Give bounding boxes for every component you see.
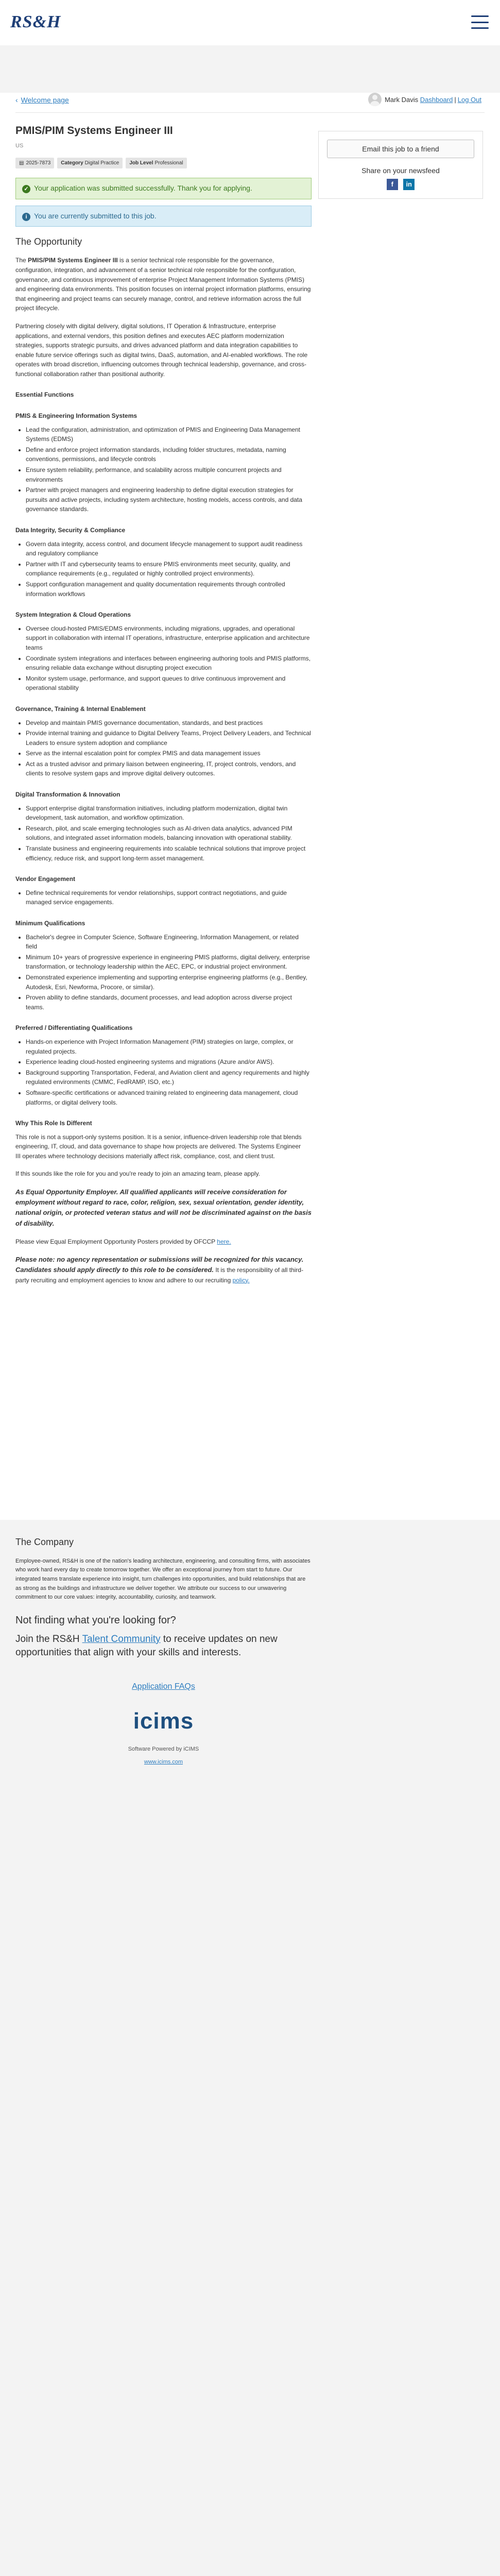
list-item: • Research, pilot, and scale emerging technologies such as AI-driven data analytics, advanced PIM solutions, and integrated asset information models, balancing innovation with operational stability.	[26, 824, 312, 843]
apply-paragraph: If this sounds like the role for you and you're ready to join an amazing team, please apply.	[15, 1170, 261, 1178]
list-item: • Partner with project managers and engineering leadership to define digital execution strategies for pursuits and active projects, including system architecture, hosting models, access controls, and data governance standards.	[26, 485, 312, 514]
intro-paragraph	[15, 256, 312, 313]
list-item: • Partner with IT and cybersecurity teams to ensure PMIS environments meet security, quality, and compliance requirements (e.g., regulated or highly controlled project environments).	[26, 560, 312, 579]
list-item: • Govern data integrity, access control, and document lifecycle management to support audit readiness and regulatory compliance	[26, 539, 312, 558]
check-circle-icon: ✓	[22, 185, 30, 193]
bullet-list	[15, 888, 312, 907]
back-to-welcome-link[interactable]	[15, 96, 69, 104]
posters-paragraph	[15, 1237, 312, 1247]
group-heading: Governance, Training & Internal Enablement	[15, 705, 146, 713]
list-item: • Background supporting Transportation, Federal, and Aviation client and agency requirements and highly regulated environments (CMMC, FedRAMP, ISO, etc.)	[26, 1068, 312, 1087]
menu-bar	[471, 22, 489, 23]
policy-link[interactable]: policy.	[232, 1276, 250, 1284]
share-sidebar	[318, 131, 483, 199]
hero-band	[0, 45, 500, 93]
avatar	[368, 93, 382, 106]
posters-link[interactable]: here.	[217, 1238, 231, 1245]
group-heading: System Integration & Cloud Operations	[15, 611, 131, 619]
category-value: Digital Practice	[84, 160, 119, 166]
list-item: • Serve as the internal escalation point for complex PMIS and data management issues	[26, 749, 312, 758]
list-item: • Monitor system usage, performance, and support queues to drive continuous improvement and operational stability	[26, 674, 312, 693]
job-tags	[15, 158, 312, 169]
group-heading: Digital Transformation & Innovation	[15, 791, 120, 799]
divider	[15, 112, 485, 113]
icims-logo: icims	[133, 1708, 194, 1734]
share-icons	[327, 179, 474, 190]
category-tag	[57, 158, 123, 169]
chevron-left-icon: ‹	[15, 96, 18, 104]
facebook-icon[interactable]: f	[387, 179, 398, 190]
list-item: • Support enterprise digital transformation initiatives, including platform modernization, digital twin development, task automation, and workflow optimization.	[26, 804, 312, 823]
list-item: • Act as a trusted advisor and primary liaison between engineering, IT, project controls, vendors, and clients to resolve system gaps and improve digital delivery outcomes.	[26, 759, 312, 778]
job-level-value: Professional	[154, 160, 183, 166]
category-label: Category	[61, 160, 83, 166]
application-faqs-link[interactable]: Application FAQs	[132, 1682, 195, 1691]
company-section	[15, 1535, 312, 1767]
dashboard-link[interactable]: Dashboard	[420, 95, 453, 104]
logout-link[interactable]: Log Out	[457, 95, 481, 104]
user-box	[368, 93, 481, 106]
company-description: Employee-owned, RS&H is one of the nation's leading architecture, engineering, and consulting firms, with associates who work hard every day to create tomorrow together. We offer an exceptional journey from start to future. Our integrated teams translate experience into insight, turn challenges into opportunities, and build relationships that are as strong as the buildings and infrastructure we deliver together. We attribute our success to our unwavering commitment to our core values: integrity, accountability, curiosity, and teamwork.	[15, 1557, 311, 1601]
bullet-list	[15, 1037, 312, 1107]
list-item: • Define technical requirements for vendor relationships, support contract negotiations, and guide managed service engagements.	[26, 888, 312, 907]
job-title: PMIS/PIM Systems Engineer III	[15, 125, 173, 137]
id-card-icon: ▤	[19, 160, 24, 166]
hamburger-menu-icon[interactable]	[471, 15, 489, 29]
list-item: • Provide internal training and guidance to Digital Delivery Teams, Project Delivery Leaders, and Technical Leaders to ensure system adoption and compliance	[26, 728, 312, 748]
user-name: Mark Davis	[385, 95, 419, 104]
posters-text: Please view Equal Employment Opportunity Posters provided by OFCCP	[15, 1238, 217, 1245]
menu-bar	[471, 27, 489, 29]
join-text: Join the RS&H	[15, 1633, 82, 1645]
list-item: • Define and enforce project information standards, including folder structures, metadata, naming conventions, permissions, and lifecycle controls	[26, 445, 312, 464]
list-item: • Lead the configuration, administration, and optimization of PMIS and Engineering Data Management Systems (EDMS)	[26, 425, 312, 444]
sub-navigation	[15, 95, 485, 108]
list-item: • Coordinate system integrations and interfaces between engineering authoring tools and PMIS platforms, ensuring reliable data exchange without disrupting project execution	[26, 654, 312, 673]
why-paragraph	[15, 1132, 312, 1161]
job-level-tag	[126, 158, 186, 169]
group-heading: PMIS & Engineering Information Systems	[15, 412, 137, 420]
not-finding-heading: Not finding what you're looking for?	[15, 1614, 176, 1626]
job-description	[15, 256, 312, 1285]
talent-community-link[interactable]: Talent Community	[82, 1633, 161, 1645]
list-item: • Demonstrated experience implementing and supporting enterprise engineering platforms (e.g., Bentley, Autodesk, Esri, Newforma, Procore, or similar).	[26, 973, 312, 992]
footer-block	[15, 1681, 312, 1767]
intro-role-name: PMIS/PIM Systems Engineer III	[28, 257, 118, 264]
list-item: • Minimum 10+ years of progressive experience in engineering PMIS platforms, digital delivery, enterprise transformation, or technology leadership within the AEC, EPC, or industrial project environment.	[26, 953, 312, 972]
menu-bar	[471, 15, 489, 17]
agency-notice: Please note: no agency representation or submissions will be recognized for this vacancy. Candidates should apply directly to this role to be considered.	[15, 1256, 304, 1274]
why-text: This role is not a support-only systems position. It is a senior, influence-driven leadership role that blends engineering, IT, cloud, and data governance to shape how projects are delivered. The Systems Engineer	[15, 1133, 302, 1150]
group-heading: Data Integrity, Security & Compliance	[15, 527, 126, 534]
group-heading: Minimum Qualifications	[15, 920, 85, 927]
list-item: • Proven ability to define standards, document processes, and lead adoption across diverse project teams.	[26, 993, 312, 1012]
linkedin-icon[interactable]: in	[403, 179, 415, 190]
bullet-list	[15, 804, 312, 863]
group-heading: Preferred / Differentiating Qualifications	[15, 1024, 133, 1032]
job-location: US	[15, 142, 24, 149]
job-id-value: 2025-7873	[26, 160, 51, 166]
intro-text: is a senior technical role responsible for the governance, configuration, integration, and advancement of a senior technical role responsible for the configuration, governance, and continuous improvement of enterprise Project Management Information Systems (PMIS) and engineering data environments. This position focuses on internal project information platforms, ensuring that engineering and project teams can securely manage, control, and retrieve information across the full project lifecycle.	[15, 257, 311, 312]
job-id-tag	[15, 158, 54, 169]
why-heading: Why This Role Is Different	[15, 1120, 92, 1127]
share-heading: Share on your newsfeed	[361, 166, 440, 175]
intro-text: The	[15, 257, 28, 264]
email-job-button[interactable]: Email this job to a friend	[327, 140, 474, 158]
list-item: • Bachelor's degree in Computer Science, Software Engineering, Information Management, or related field	[26, 933, 312, 952]
list-item: • Hands-on experience with Project Information Management (PIM) strategies on large, complex, or regulated projects.	[26, 1037, 312, 1056]
agency-text: It is the responsibility of all third-party recruiting and employment agencies to know and adhere to our recruiting	[15, 1266, 304, 1284]
bullet-list	[15, 718, 312, 779]
back-link-label: Welcome page	[21, 96, 69, 104]
powered-by-text: Software Powered by iCIMS	[128, 1746, 199, 1753]
join-text: to receive updates on new opportunities that align with your skills and interests.	[15, 1633, 278, 1658]
site-header	[0, 0, 500, 45]
talent-community-text	[15, 1633, 312, 1659]
partnering-paragraph: Partnering closely with digital delivery, digital solutions, IT Operation & Infrastructure, enterprise applications, and external vendors, this position defines and executes AEC platform modernization strategies, supports strategic pursuits, and drives advanced platform and data integration capabilities to enable future service offerings such as digital twins, DaaS, automation, and AI-enabled workflows. The role operates with broad discretion, influencing outcomes through technical leadership, governance, and cross-functional collaboration rather than positional authority.	[15, 322, 308, 378]
info-alert	[15, 206, 312, 227]
job-level-label: Job Level	[129, 160, 153, 166]
company-heading: The Company	[15, 1537, 74, 1547]
list-item: • Ensure system reliability, performance, and scalability across multiple concurrent projects and environments	[26, 465, 312, 484]
eeo-statement: As Equal Opportunity Employer. All qualified applicants will receive consideration for employment without regard to race, color, religion, sex, sexual orientation, gender identity, national origin, or protected veteran status and will not be discriminated against on the basis of disability.	[15, 1188, 312, 1227]
link-separator: |	[454, 95, 456, 104]
job-content	[15, 123, 312, 1293]
opportunity-heading: The Opportunity	[15, 236, 82, 247]
bullet-list	[15, 539, 312, 599]
bullet-list	[15, 425, 312, 514]
list-item: • Oversee cloud-hosted PMIS/EDMS environments, including migrations, upgrades, and operational support in collaboration with internal IT operations, infrastructure, enterprise application and architecture teams	[26, 624, 312, 653]
success-alert-text: Your application was submitted successfully. Thank you for applying.	[34, 184, 252, 193]
icims-website-link[interactable]: www.icims.com	[144, 1759, 183, 1766]
bullet-list	[15, 933, 312, 1012]
info-circle-icon: i	[22, 213, 30, 221]
list-item: • Support configuration management and quality documentation requirements through controlled information workflows	[26, 580, 312, 599]
essential-functions-heading: Essential Functions	[15, 391, 74, 399]
agency-paragraph	[15, 1255, 312, 1285]
info-alert-text: You are currently submitted to this job.	[34, 211, 157, 220]
why-text: III operates where technology decisions materially affect risk, compliance, cost, and client trust.	[15, 1152, 275, 1160]
success-alert	[15, 178, 312, 199]
list-item: • Translate business and engineering requirements into scalable technical solutions that improve project efficiency, reduce risk, and support long-term asset management.	[26, 844, 312, 863]
list-item: • Software-specific certifications or advanced training related to engineering data management, cloud platforms, or digital delivery tools.	[26, 1088, 312, 1107]
bullet-list	[15, 624, 312, 693]
group-heading: Vendor Engagement	[15, 875, 76, 883]
list-item: • Experience leading cloud-hosted engineering systems and migrations (Azure and/or AWS).	[26, 1057, 312, 1067]
brand-logo[interactable]: RS&H	[10, 12, 61, 31]
list-item: • Develop and maintain PMIS governance documentation, standards, and best practices	[26, 718, 312, 728]
